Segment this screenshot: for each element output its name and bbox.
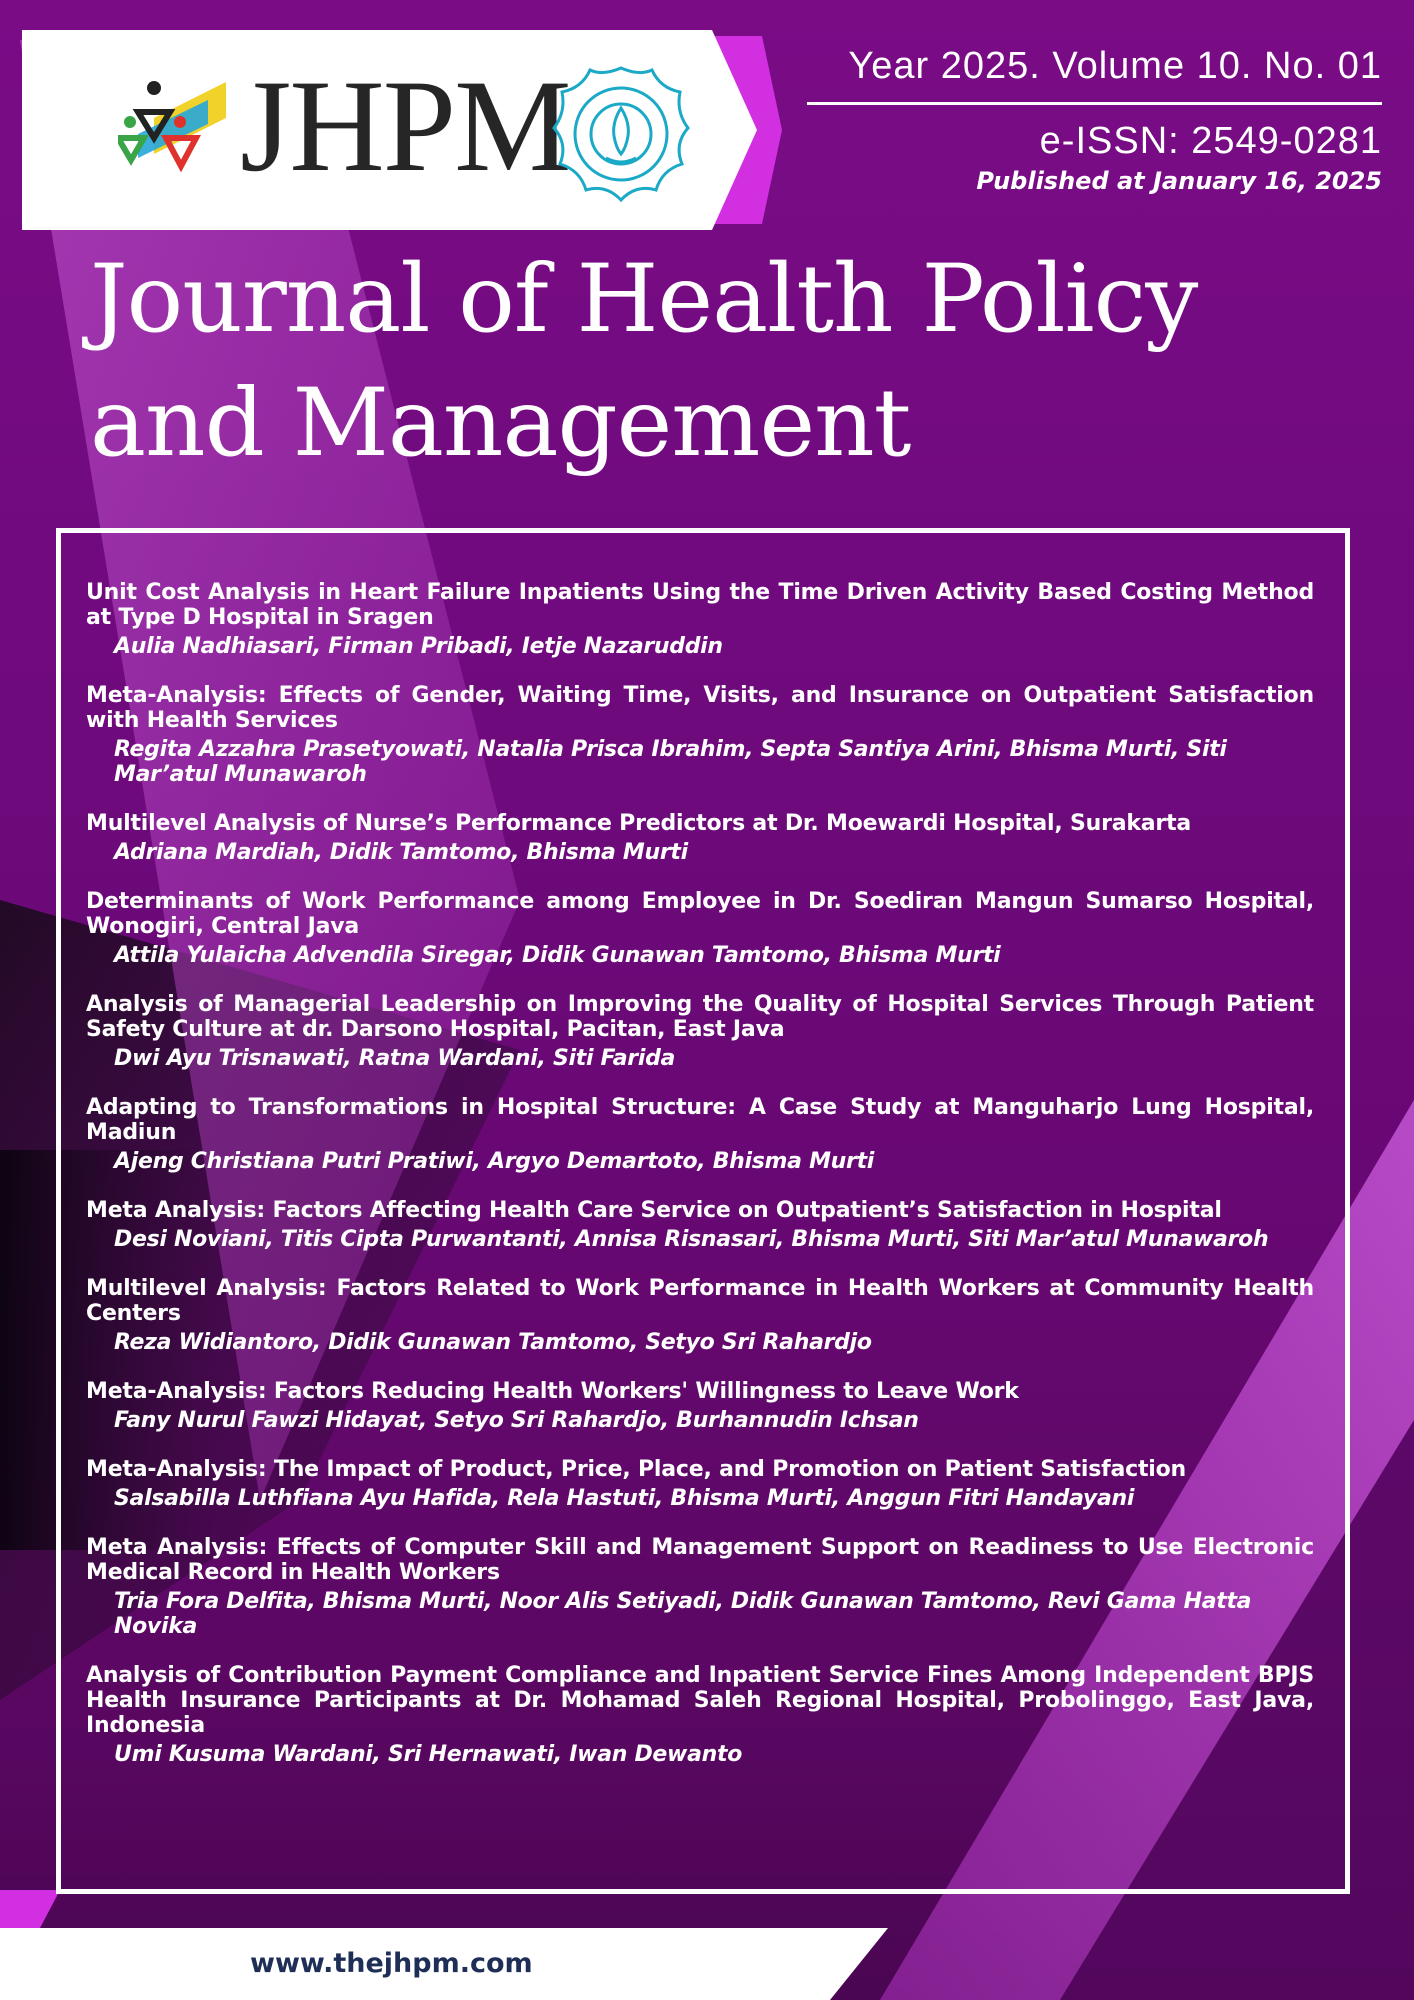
article-title: Multilevel Analysis: Factors Related to Work Performance in Health Workers at Community Health Centers	[86, 1276, 1314, 1326]
article-authors: Fany Nurul Fawzi Hidayat, Setyo Sri Rahardjo, Burhannudin Ichsan	[114, 1408, 919, 1433]
article-title: Adapting to Transformations in Hospital Structure: A Case Study at Manguharjo Lung Hospital, Madiun	[86, 1095, 1314, 1145]
article-title: Meta Analysis: Factors Affecting Health Care Service on Outpatient’s Satisfaction in Hospital	[86, 1198, 1222, 1223]
article-title: Multilevel Analysis of Nurse’s Performance Predictors at Dr. Moewardi Hospital, Surakarta	[86, 811, 1192, 836]
footer-accent-shape	[0, 1890, 60, 1928]
article-entry	[86, 811, 1314, 865]
article-authors: Desi Noviani, Titis Cipta Purwantanti, Annisa Risnasari, Bhisma Murti, Siti Mar’atul Munawaroh	[114, 1227, 1269, 1252]
article-entry	[86, 1663, 1314, 1767]
journal-logo-text: JHPM	[240, 52, 570, 199]
article-entry	[86, 1198, 1314, 1252]
journal-title	[90, 238, 1370, 486]
article-authors: Attila Yulaicha Advendila Siregar, Didik Gunawan Tamtomo, Bhisma Murti	[114, 943, 1001, 968]
article-authors: Aulia Nadhiasari, Firman Pribadi, Ietje Nazaruddin	[114, 634, 723, 659]
article-authors: Regita Azzahra Prasetyowati, Natalia Prisca Ibrahim, Septa Santiya Arini, Bhisma Murti, Siti Mar’atul Munawaroh	[114, 737, 1227, 787]
article-authors: Dwi Ayu Trisnawati, Ratna Wardani, Siti Farida	[114, 1046, 676, 1071]
journal-title-line-1: Journal of Health Policy	[90, 245, 1198, 354]
article-entry	[86, 683, 1314, 787]
article-entry	[86, 1095, 1314, 1174]
article-entry	[86, 889, 1314, 968]
meta-divider	[807, 102, 1382, 105]
article-authors: Tria Fora Delfita, Bhisma Murti, Noor Alis Setiyadi, Didik Gunawan Tamtomo, Revi Gama Hatta Novika	[114, 1589, 1252, 1639]
article-authors: Adriana Mardiah, Didik Tamtomo, Bhisma Murti	[114, 840, 688, 865]
year-volume-label: Year 2025. Volume 10. No. 01	[848, 45, 1382, 87]
issn-label: e-ISSN: 2549-0281	[1039, 119, 1382, 162]
article-entry	[86, 1379, 1314, 1433]
published-date-label: Published at January 16, 2025	[976, 166, 1382, 195]
people-figures-logo-icon	[118, 78, 230, 178]
article-entry	[86, 1535, 1314, 1639]
article-authors: Ajeng Christiana Putri Pratiwi, Argyo Demartoto, Bhisma Murti	[114, 1149, 875, 1174]
issue-meta	[807, 46, 1382, 195]
journal-title-line-2: and Management	[90, 369, 911, 478]
article-entry	[86, 580, 1314, 659]
article-title: Meta-Analysis: Factors Reducing Health Workers' Willingness to Leave Work	[86, 1379, 1019, 1404]
university-seal-icon	[548, 62, 694, 208]
article-title: Meta-Analysis: Effects of Gender, Waiting Time, Visits, and Insurance on Outpatient Satisfaction with Health Services	[86, 683, 1314, 733]
article-authors: Umi Kusuma Wardani, Sri Hernawati, Iwan Dewanto	[114, 1742, 743, 1767]
article-title: Meta Analysis: Effects of Computer Skill and Management Support on Readiness to Use Electronic Medical Record in Health Workers	[86, 1535, 1314, 1585]
article-title: Determinants of Work Performance among Employee in Dr. Soediran Mangun Sumarso Hospital, Wonogiri, Central Java	[86, 889, 1314, 939]
article-entry	[86, 1276, 1314, 1355]
article-authors: Salsabilla Luthfiana Ayu Hafida, Rela Hastuti, Bhisma Murti, Anggun Fitri Handayani	[114, 1486, 1135, 1511]
article-authors: Reza Widiantoro, Didik Gunawan Tamtomo, Setyo Sri Rahardjo	[114, 1330, 872, 1355]
article-title: Unit Cost Analysis in Heart Failure Inpatients Using the Time Driven Activity Based Costing Method at Type D Hospital in Sragen	[86, 580, 1314, 630]
website-link[interactable]: www.thejhpm.com	[250, 1948, 533, 1979]
table-of-contents	[86, 580, 1314, 1791]
article-title: Analysis of Managerial Leadership on Improving the Quality of Hospital Services Through Patient Safety Culture at dr. Darsono Hospital, Pacitan, East Java	[86, 992, 1314, 1042]
article-title: Meta-Analysis: The Impact of Product, Price, Place, and Promotion on Patient Satisfaction	[86, 1457, 1186, 1482]
article-entry	[86, 992, 1314, 1071]
article-entry	[86, 1457, 1314, 1511]
article-title: Analysis of Contribution Payment Compliance and Inpatient Service Fines Among Independent BPJS Health Insurance Participants at Dr. Mohamad Saleh Regional Hospital, Probolinggo, East Java, Indonesia	[86, 1663, 1314, 1738]
